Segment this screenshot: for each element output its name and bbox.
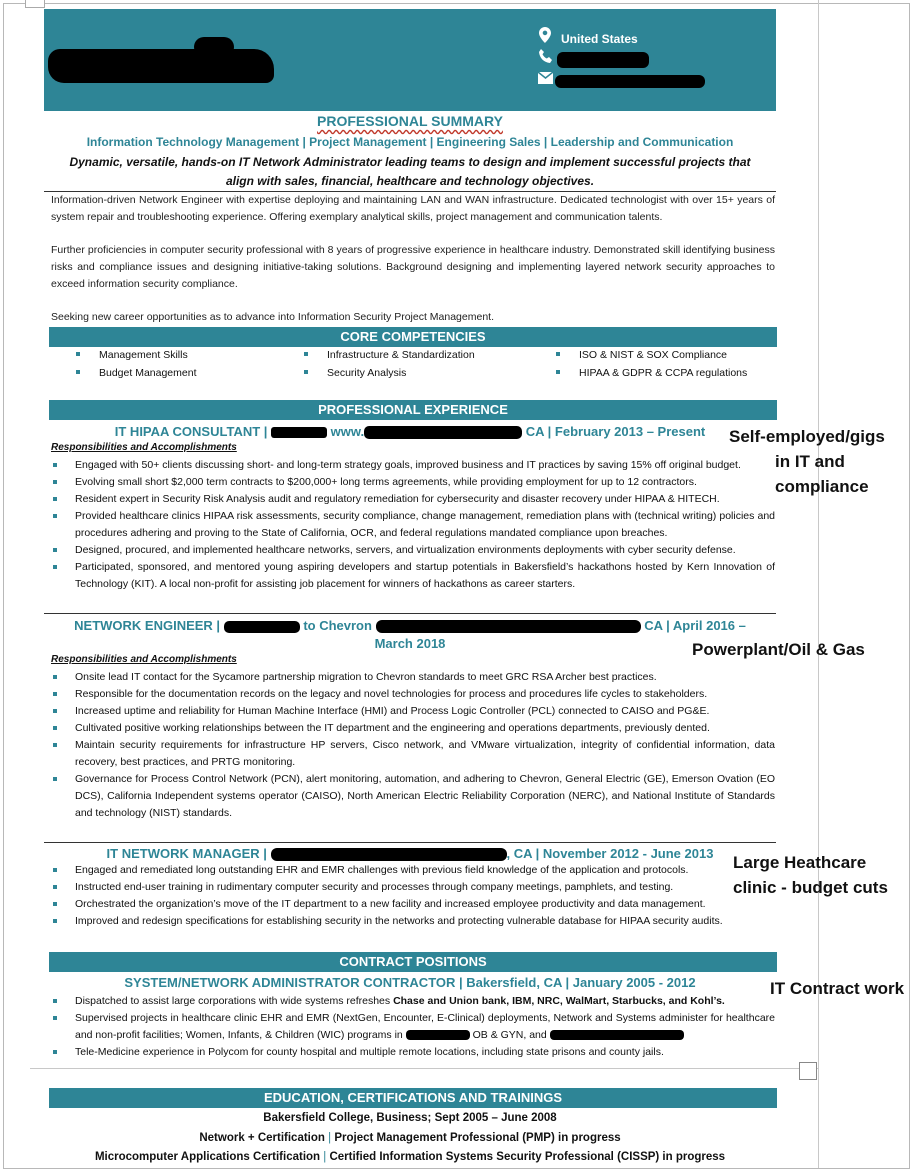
redacted-phone xyxy=(557,52,649,68)
map-pin-icon xyxy=(539,27,551,47)
focus-areas: Information Technology Management | Project Management | Engineering Sales | Leadership and Communication xyxy=(86,135,734,149)
redacted-text xyxy=(376,620,641,633)
corner-marker xyxy=(25,0,45,8)
education-line-1: Bakersfield College, Business; Sept 2005 – June 2008 xyxy=(263,1112,557,1124)
contract-title: CONTRACT POSITIONS xyxy=(49,952,777,972)
bullet-icon xyxy=(556,370,560,374)
competency-item: Infrastructure & Standardization xyxy=(327,349,475,361)
job-bullets-1 xyxy=(51,457,775,593)
list-item: Cultivated positive working relationships between the IT department and the engineering and operations departments, previously dented. xyxy=(51,720,775,737)
competency-item: Management Skills xyxy=(99,349,188,361)
resume-header xyxy=(44,9,776,111)
summary-paragraph-2: Further proficiencies in computer security professional with 8 years of progressive experience in healthcare industry. Demonstrated skill identifying business risks and compliance issues and designing initiative-taking solutions. Background designing and implementing layered network security approaches to exceed information security compliance. xyxy=(51,244,775,290)
resize-handle[interactable] xyxy=(799,1062,817,1080)
experience-title: PROFESSIONAL EXPERIENCE xyxy=(49,400,777,420)
annotation-contract-work: IT Contract work xyxy=(770,979,905,998)
competency-item: Security Analysis xyxy=(327,367,407,379)
job-bullets-2 xyxy=(51,669,775,822)
list-item: Governance for Process Control Network (PCN), alert monitoring, automation, and adhering to Chevron, General Electric (GE), Emerson Ovation (EO DCS), California Independent systems operator (CAISO), North American Electric Reliability Corporation (NERC), and National Institute of Standards and technology (NIST) standards. xyxy=(51,771,775,822)
competencies-title: CORE COMPETENCIES xyxy=(49,327,777,347)
list-item: Designed, procured, and implemented healthcare networks, servers, and virtualization environments deployments with cyber security defense. xyxy=(51,542,775,559)
redacted-text xyxy=(271,848,507,861)
redacted-name-flourish xyxy=(194,37,234,57)
redacted-email xyxy=(555,75,705,88)
summary-paragraph-1: Information-driven Network Engineer with expertise deploying and maintaining LAN and WAN infrastructure. Dedicated technologist with over 15+ years of system repair and troubleshooting experience. Offering exemplary analytical skills, project management and communication talents. xyxy=(51,194,775,223)
redacted-text xyxy=(224,621,300,633)
job-rule xyxy=(44,613,776,614)
redacted-text xyxy=(364,426,522,439)
envelope-icon xyxy=(538,71,553,88)
list-item: Onsite lead IT contact for the Sycamore partnership migration to Chevron standards to meet GRC RSA Archer best practices. xyxy=(51,669,775,686)
tagline: Dynamic, versatile, hands-on IT Network Administrator leading teams to design and implement successful projects that align with sales, financial, healthcare and technology objectives. xyxy=(69,155,751,188)
list-item: Provided healthcare clinics HIPAA risk assessments, security compliance, change management, remediation plans with (technical writing) policies and procedures adhering and proving to the State of California, OCR, and federal regulations mandated compliance upon breaches. xyxy=(51,508,775,542)
contract-job-title: SYSTEM/NETWORK ADMINISTRATOR CONTRACTOR | Bakersfield, CA | January 2005 - 2012 xyxy=(124,975,696,990)
phone-icon xyxy=(538,49,553,68)
list-item: Evolving small short $2,000 term contracts to $200,000+ long terms agreements, while providing employment for up to 12 contractors. xyxy=(51,474,775,491)
summary-title: PROFESSIONAL SUMMARY xyxy=(317,113,503,129)
responsibilities-label: Responsibilities and Accomplishments xyxy=(51,442,237,453)
list-item: Instructed end-user training in rudimentary computer security and processes through company meetings, pamphlets, and testing. xyxy=(51,879,775,896)
job-title-it-hipaa-consultant: IT HIPAA CONSULTANT | www. CA | February 2013 – Present xyxy=(114,424,706,439)
responsibilities-label: Responsibilities and Accomplishments xyxy=(51,654,237,665)
annotation-healthcare: Large Heathcare clinic - budget cuts xyxy=(733,853,888,897)
redacted-text xyxy=(406,1030,470,1040)
bullet-icon xyxy=(76,370,80,374)
list-item: Increased uptime and reliability for Human Machine Interface (HMI) and Process Logic Controller (PCL) connected to CAISO and PG&E. xyxy=(51,703,775,720)
list-item: Dispatched to assist large corporations with wide systems refreshes Chase and Union bank, IBM, NRC, WalMart, Starbucks, and Kohl’s. xyxy=(51,993,775,1010)
location-text: United States xyxy=(561,32,638,46)
job-title-it-network-manager: IT NETWORK MANAGER | , CA | November 2012 - June 2013 xyxy=(106,846,714,861)
competency-item: Budget Management xyxy=(99,367,197,379)
list-item: Orchestrated the organization’s move of the IT department to a new facility and increased employee productivity and data management. xyxy=(51,896,775,913)
list-item: Engaged with 50+ clients discussing short- and long-term strategy goals, improved business and IT practices by saving 15% off original budget. xyxy=(51,457,775,474)
competency-item: ISO & NIST & SOX Compliance xyxy=(579,349,728,361)
list-item: Tele-Medicine experience in Polycom for county hospital and multiple remote locations, including state prisons and county jails. xyxy=(51,1044,775,1061)
competency-item: HIPAA & GDPR & CCPA regulations xyxy=(579,367,748,379)
contract-bullets xyxy=(51,993,775,1061)
list-item: Responsible for the documentation records on the legacy and novel technologies for process and procedures life cycles to stakeholders. xyxy=(51,686,775,703)
summary-paragraph-3: Seeking new career opportunities as to advance into Information Security Project Management. xyxy=(51,311,494,323)
job-bullets-3 xyxy=(51,862,775,930)
education-title: EDUCATION, CERTIFICATIONS AND TRAININGS xyxy=(49,1088,777,1108)
list-item: Supervised projects in healthcare clinic EHR and EMR (NextGen, Encounter, E-Clinical) deployments, Network and Systems administer for healthcare and non-profit facilities; Women, Infants, & Children (WIC) programs in OB & GYN, and xyxy=(51,1010,775,1044)
redacted-name xyxy=(48,49,274,83)
list-item: Engaged and remediated long outstanding EHR and EMR challenges with previous field knowledge of the application and protocols. xyxy=(51,862,775,879)
job-title-network-engineer: NETWORK ENGINEER | to Chevron CA | April 2016 – March 2018 xyxy=(74,618,746,651)
list-item: Participated, sponsored, and mentored young aspiring developers and startup potentials in Bakersfield’s hackathons hosted by Kern Innovation of Technology (KIT). A local non-profit for assisting job placement for winners of hackathons as career starters. xyxy=(51,559,775,593)
redacted-text xyxy=(550,1030,684,1040)
annotation-powerplant: Powerplant/Oil & Gas xyxy=(692,640,865,659)
bullet-icon xyxy=(76,352,80,356)
bullet-icon xyxy=(556,352,560,356)
list-item: Improved and redesign specifications for establishing security in the networks and protecting vulnerable database for HIPAA security audits. xyxy=(51,913,775,930)
redacted-text xyxy=(271,427,327,438)
bullet-icon xyxy=(304,370,308,374)
list-item: Resident expert in Security Risk Analysis audit and regulatory remediation for cybersecurity and disaster recovery under HIPAA & HITECH. xyxy=(51,491,775,508)
education-line-3: Microcomputer Applications Certification | Certified Information Systems Security Professional (CISSP) in progress xyxy=(94,1151,726,1163)
bullet-icon xyxy=(304,352,308,356)
list-item: Maintain security requirements for infrastructure HP servers, Cisco network, and VMware virtualization, integrity of confidential information, data recovery, best practices, and PRTG monitoring. xyxy=(51,737,775,771)
job-rule xyxy=(44,842,776,843)
education-line-2: Network + Certification | Project Management Professional (PMP) in progress xyxy=(199,1132,621,1144)
annotation-self-employed: Self-employed/gigs in IT and compliance xyxy=(729,427,885,496)
